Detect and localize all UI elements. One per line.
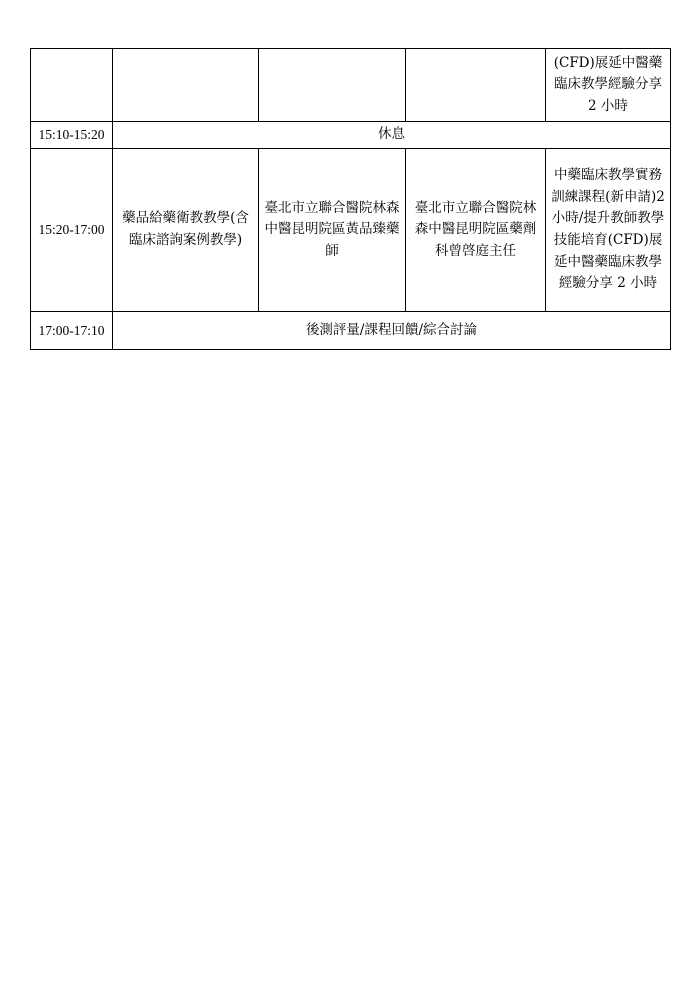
time-cell: 15:10-15:20 <box>31 122 113 149</box>
time-cell: 17:00-17:10 <box>31 312 113 350</box>
table-row <box>31 122 671 149</box>
credit-note-cell: 中藥臨床教學實務訓練課程(新申請)2 小時/提升教師教學技能培育(CFD)展延中醫藥臨床教學經驗分享 2 小時 <box>546 149 671 312</box>
break-cell: 休息 <box>113 122 671 149</box>
course-cell <box>113 49 259 122</box>
lecturer-cell: 臺北市立聯合醫院林森中醫昆明院區黃品臻藥師 <box>259 149 406 312</box>
moderator-cell: 臺北市立聯合醫院林森中醫昆明院區藥劑科曾啓庭主任 <box>406 149 546 312</box>
table-row <box>31 149 671 312</box>
course-schedule-table <box>30 48 671 350</box>
time-cell: 15:20-17:00 <box>31 149 113 312</box>
credit-note-cell: (CFD)展延中醫藥臨床教學經驗分享 2 小時 <box>546 49 671 122</box>
closing-session-cell: 後測評量/課程回饋/綜合討論 <box>113 312 671 350</box>
table-row <box>31 312 671 350</box>
course-cell: 藥品給藥衛教教學(含臨床諮詢案例教學) <box>113 149 259 312</box>
table-row <box>31 49 671 122</box>
lecturer-cell <box>259 49 406 122</box>
time-cell <box>31 49 113 122</box>
moderator-cell <box>406 49 546 122</box>
